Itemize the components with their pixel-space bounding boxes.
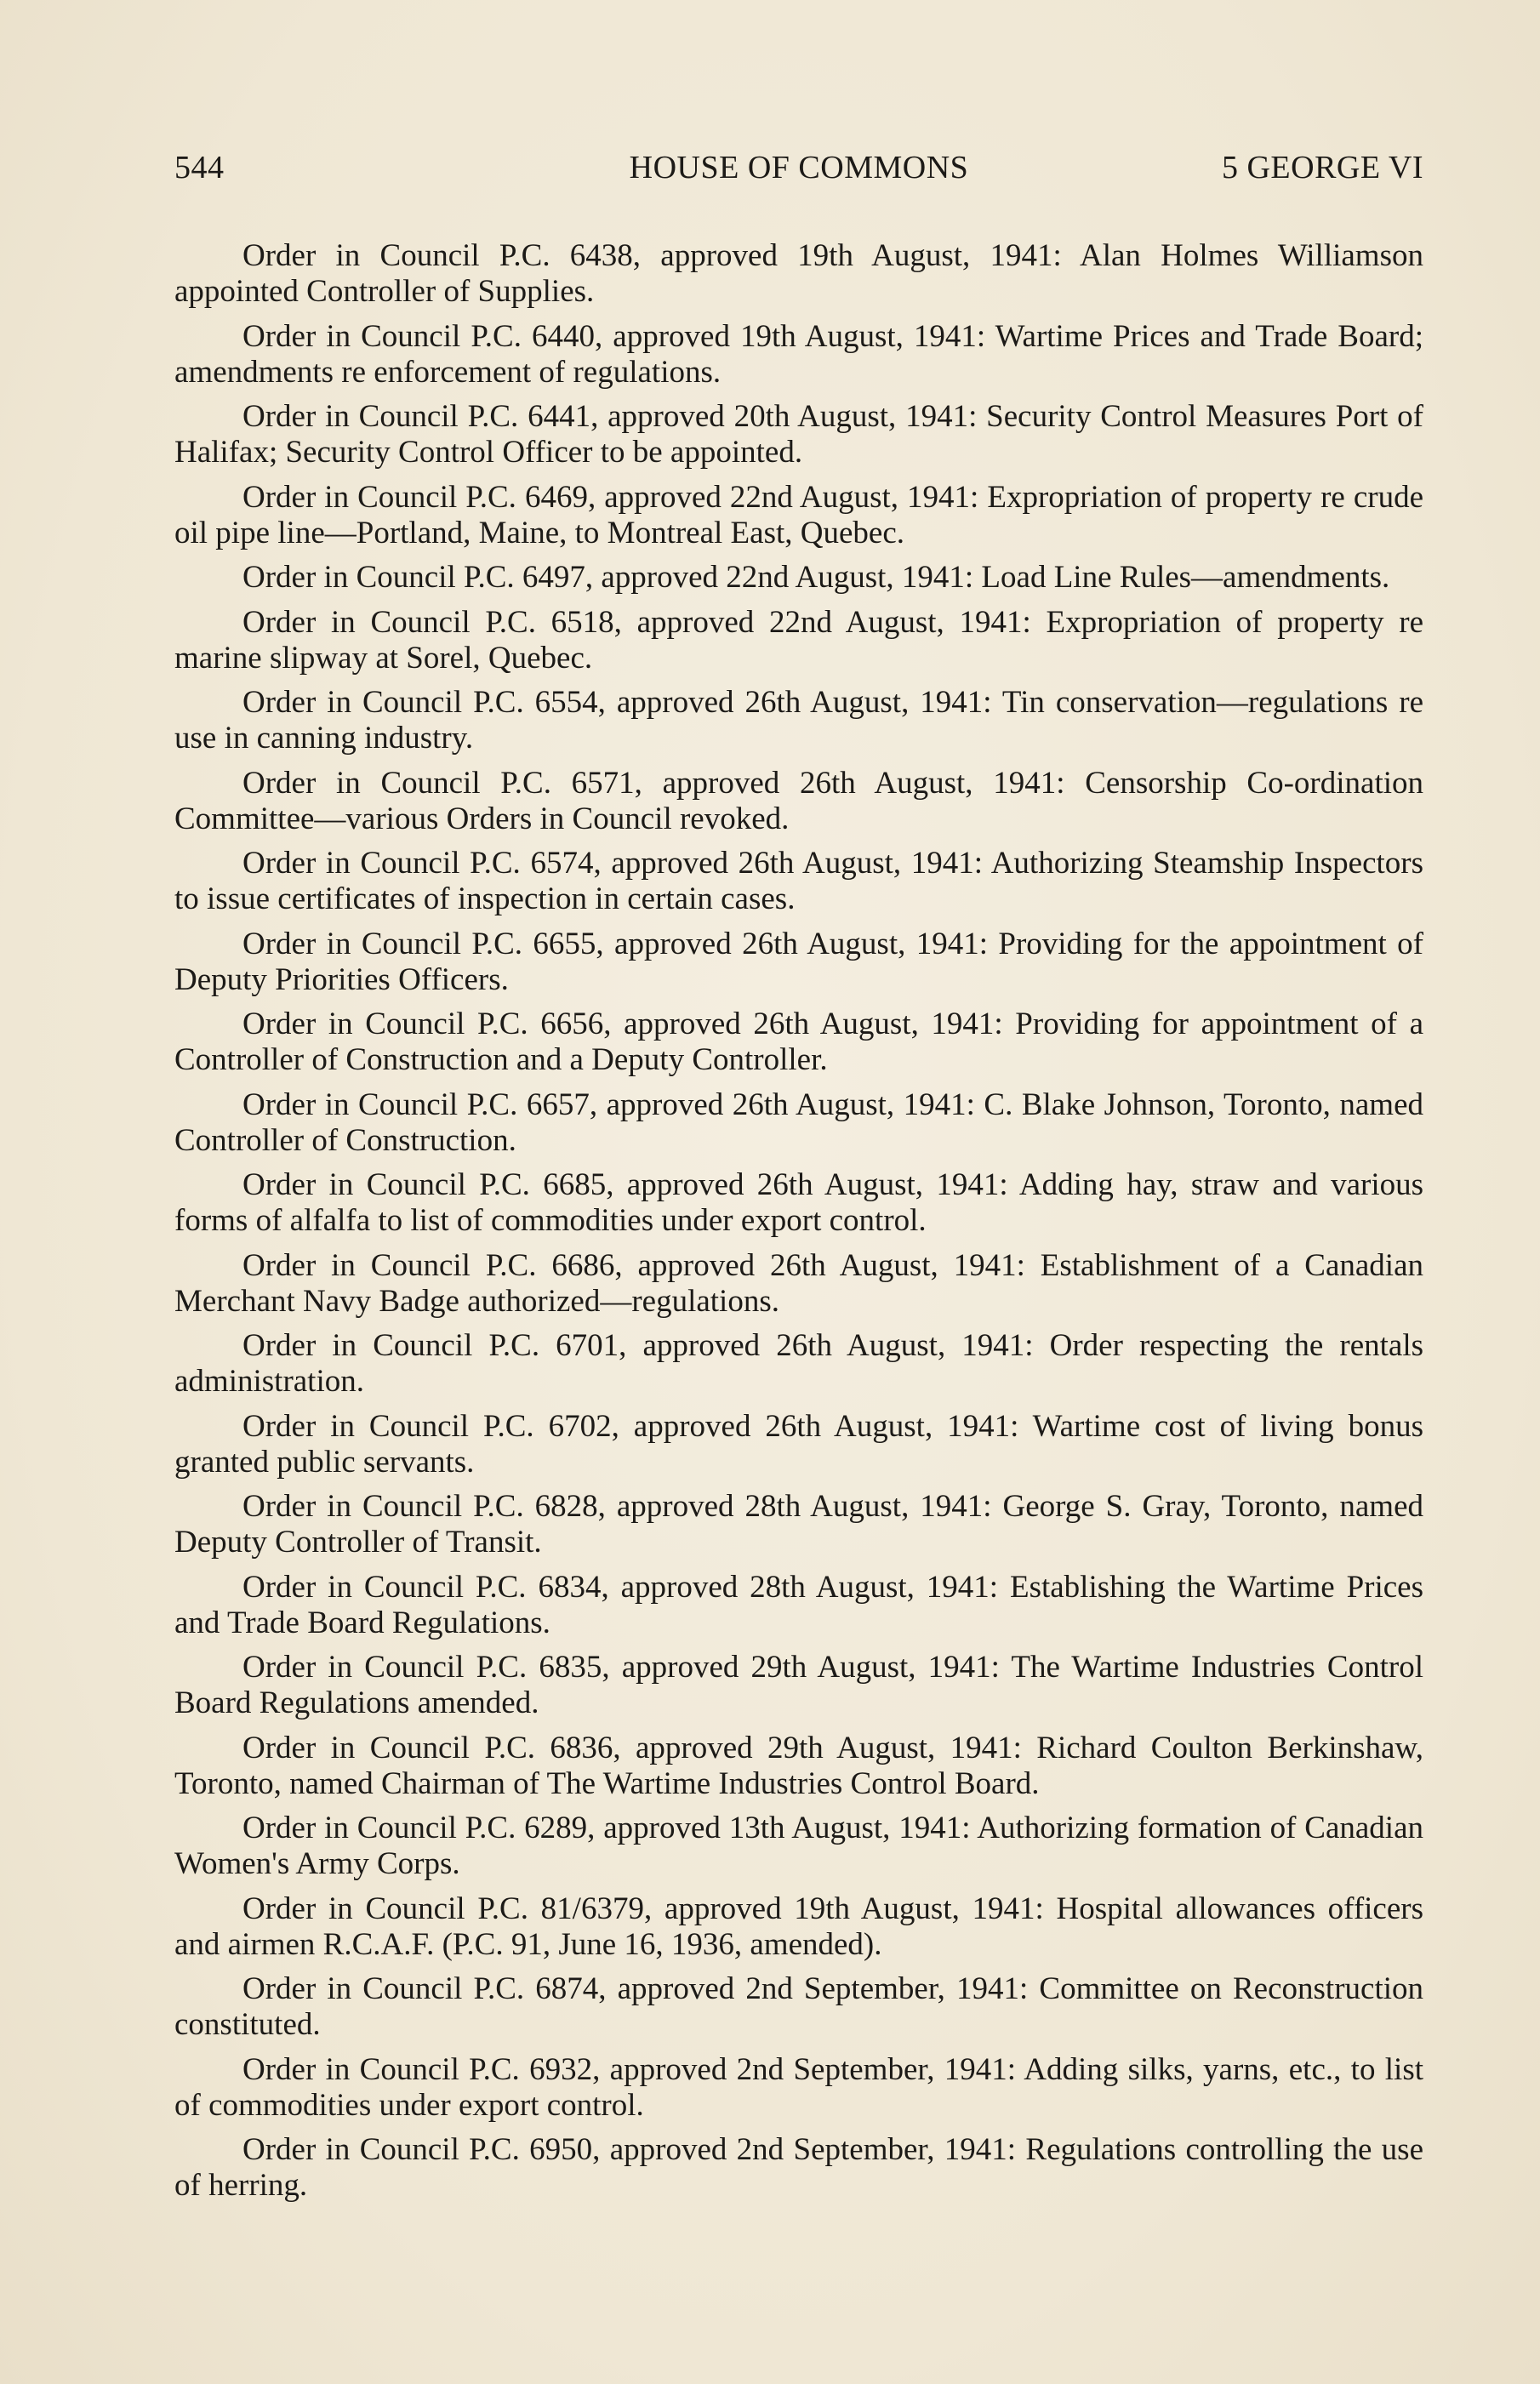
- order-entry: Order in Council P.C. 6441, approved 20th August, 1941: Security Control Measures Port of Halifax; Security Control Officer to be appointed.: [174, 399, 1423, 470]
- order-entry: Order in Council P.C. 6874, approved 2nd September, 1941: Committee on Reconstruction constituted.: [174, 1971, 1423, 2042]
- order-entry: Order in Council P.C. 6469, approved 22nd August, 1941: Expropriation of property re crude oil pipe line—Portland, Maine, to Montreal East, Quebec.: [174, 479, 1423, 550]
- order-entry: Order in Council P.C. 6497, approved 22nd August, 1941: Load Line Rules—amendments.: [242, 560, 1390, 595]
- order-entry: Order in Council P.C. 6655, approved 26th August, 1941: Providing for the appointment of Deputy Priorities Officers.: [174, 926, 1423, 997]
- order-entry: Order in Council P.C. 6836, approved 29th August, 1941: Richard Coulton Berkinshaw, Toronto, named Chairman of The Wartime Industries Control Board.: [174, 1730, 1423, 1801]
- running-header: [174, 146, 1423, 189]
- session-label: 5 GEORGE VI: [1221, 150, 1423, 185]
- order-entry: Order in Council P.C. 6574, approved 26th August, 1941: Authorizing Steamship Inspectors to issue certificates of inspection in certain cases.: [174, 846, 1423, 916]
- order-entry: Order in Council P.C. 6554, approved 26th August, 1941: Tin conservation—regulations re use in canning industry.: [174, 685, 1423, 756]
- order-entry: Order in Council P.C. 6571, approved 26th August, 1941: Censorship Co-ordination Committee—various Orders in Council revoked.: [174, 765, 1423, 836]
- order-entry: Order in Council P.C. 6834, approved 28th August, 1941: Establishing the Wartime Prices and Trade Board Regulations.: [174, 1569, 1423, 1640]
- order-entry: Order in Council P.C. 6656, approved 26th August, 1941: Providing for appointment of a Controller of Construction and a Deputy Controller.: [174, 1007, 1423, 1077]
- page-title: HOUSE OF COMMONS: [629, 150, 969, 185]
- order-entry: Order in Council P.C. 6950, approved 2nd September, 1941: Regulations controlling the use of herring.: [174, 2132, 1423, 2203]
- orders-list: [174, 238, 1423, 2213]
- order-entry: Order in Council P.C. 6685, approved 26th August, 1941: Adding hay, straw and various forms of alfalfa to list of commodities under export control.: [174, 1167, 1423, 1238]
- order-entry: Order in Council P.C. 6440, approved 19th August, 1941: Wartime Prices and Trade Board; amendments re enforcement of regulations.: [174, 318, 1423, 390]
- order-entry: Order in Council P.C. 81/6379, approved 19th August, 1941: Hospital allowances officers and airmen R.C.A.F. (P.C. 91, June 16, 1936, amended).: [174, 1891, 1423, 1962]
- order-entry: Order in Council P.C. 6438, approved 19th August, 1941: Alan Holmes Williamson appointed Controller of Supplies.: [174, 238, 1423, 309]
- order-entry: Order in Council P.C. 6932, approved 2nd September, 1941: Adding silks, yarns, etc., to list of commodities under export control.: [174, 2051, 1423, 2123]
- order-entry: Order in Council P.C. 6518, approved 22nd August, 1941: Expropriation of property re marine slipway at Sorel, Quebec.: [174, 604, 1423, 676]
- order-entry: Order in Council P.C. 6701, approved 26th August, 1941: Order respecting the rentals administration.: [174, 1328, 1423, 1399]
- page-number: 544: [174, 150, 225, 185]
- order-entry: Order in Council P.C. 6702, approved 26th August, 1941: Wartime cost of living bonus granted public servants.: [174, 1408, 1423, 1480]
- order-entry: Order in Council P.C. 6657, approved 26th August, 1941: C. Blake Johnson, Toronto, named Controller of Construction.: [174, 1086, 1423, 1158]
- order-entry: Order in Council P.C. 6686, approved 26th August, 1941: Establishment of a Canadian Merchant Navy Badge authorized—regulations.: [174, 1247, 1423, 1319]
- order-entry: Order in Council P.C. 6289, approved 13th August, 1941: Authorizing formation of Canadian Women's Army Corps.: [174, 1811, 1423, 1881]
- order-entry: Order in Council P.C. 6835, approved 29th August, 1941: The Wartime Industries Control Board Regulations amended.: [174, 1650, 1423, 1720]
- order-entry: Order in Council P.C. 6828, approved 28th August, 1941: George S. Gray, Toronto, named Deputy Controller of Transit.: [174, 1489, 1423, 1560]
